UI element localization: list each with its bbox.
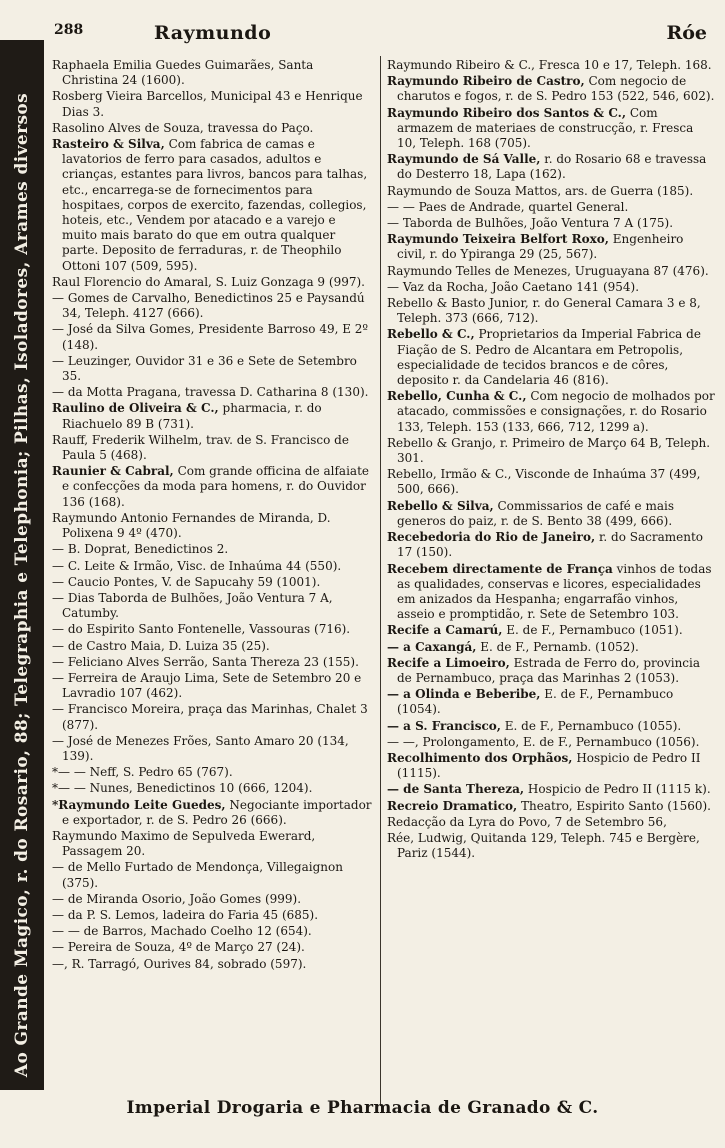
entry-text: — de Castro Maia, D. Luiza 35 (25). — [52, 638, 270, 653]
directory-entry — [387, 106, 715, 152]
entry-text: Redacção da Lyra do Povo, 7 de Setembro 56, — [387, 814, 667, 829]
entry-text: E. de F., Pernamb. (1052). — [480, 639, 639, 654]
entry-text: E. de F., Pernambuco (1051). — [506, 623, 683, 638]
directory-entry — [52, 957, 372, 972]
directory-entry — [387, 152, 715, 182]
directory-entry — [387, 562, 715, 623]
directory-entry — [387, 280, 715, 295]
directory-entry — [52, 89, 372, 119]
entry-text: Raphaela Emilia Guedes Guimarães, Santa Christina 24 (1600). — [52, 58, 314, 88]
directory-entry — [52, 542, 372, 557]
entry-text: — Taborda de Bulhões, João Ventura 7 A (175). — [387, 216, 674, 231]
directory-entry — [387, 640, 715, 655]
directory-entry — [387, 74, 715, 104]
entry-name: Raunier & Cabral, — [52, 464, 174, 479]
directory-entry — [52, 655, 372, 670]
directory-entry — [387, 499, 715, 529]
entry-text: — —, Prolongamento, E. de F., Pernambuco (1056). — [387, 734, 700, 749]
entry-name: Raymundo Ribeiro de Castro, — [387, 74, 585, 89]
entry-text: Raymundo Maximo de Sepulveda Ewerard, Passagem 20. — [52, 828, 316, 859]
directory-entry — [387, 184, 715, 199]
entry-text: vinhos de todas as qualidades, conservas e licores, especialidades em anizados da Hespanha; engarrafão vinhos, asseio e promptidão, r. Sete de Setembro 103. — [397, 561, 712, 622]
directory-entry — [52, 908, 372, 923]
directory-entry — [387, 327, 715, 388]
directory-entry — [52, 575, 372, 590]
entry-name: Recife a Limoeiro, — [387, 655, 510, 670]
entry-text: — de Mello Furtado de Mendonça, Villegaignon (375). — [52, 860, 343, 890]
entry-text: r. do Rosario 68 e travessa do Desterro 18, Lapa (162). — [397, 152, 707, 182]
entry-text: — da Motta Pragana, travessa D. Catharina 8 (130). — [52, 385, 369, 400]
entry-name: — a S. Francisco, — [387, 718, 501, 733]
directory-entry — [387, 815, 715, 830]
entry-name: Raymundo Teixeira Belfort Roxo, — [387, 232, 609, 247]
entry-name: Recreio Dramatico, — [387, 798, 518, 813]
entry-text: —, R. Tarragó, Ourives 84, sobrado (597). — [52, 956, 307, 971]
directory-entry — [52, 559, 372, 574]
page-header — [46, 22, 715, 46]
entry-text: Raymundo Antonio Fernandes de Miranda, D. Polixena 9 4º (470). — [52, 510, 331, 541]
entry-text: pharmacia, r. do Riachuelo 89 B (731). — [62, 401, 322, 431]
directory-entry — [387, 389, 715, 435]
directory-entry — [387, 436, 715, 466]
directory-entry — [52, 275, 372, 290]
directory-entry — [52, 671, 372, 701]
entry-text: — Caucio Pontes, V. de Sapucahy 59 (1001). — [52, 574, 321, 589]
entry-text: — José de Menezes Frões, Santo Amaro 20 (134, 139). — [52, 733, 349, 763]
entry-text: — Francisco Moreira, praça das Marinhas, Chalet 3 (877). — [52, 702, 368, 732]
entry-text: Com negocio de molhados por atacado, commissões e consignações, r. do Rosario 133, Teleph. 153 (133, 666, 712, 1299 a). — [397, 389, 715, 434]
entry-text: — Pereira de Souza, 4º de Março 27 (24). — [52, 940, 305, 955]
directory-entry — [52, 940, 372, 955]
entry-text: *— — Neff, S. Pedro 65 (767). — [52, 765, 233, 780]
directory-entry — [387, 831, 715, 861]
entry-text: E. de F., Pernambuco (1054). — [397, 687, 674, 717]
side-advertisement-band — [0, 40, 44, 1090]
directory-entry — [387, 656, 715, 686]
entry-text: Com negocio de charutos e fogos, r. de S. Pedro 153 (522, 546, 602). — [397, 74, 715, 104]
directory-entry — [387, 735, 715, 750]
entry-text: Com grande officina de alfaiate e confecções da moda para homens, r. do Ouvidor 136 (168). — [62, 464, 370, 509]
entry-text: — Feliciano Alves Serrão, Santa Thereza 23 (155). — [52, 654, 359, 669]
entry-name: Raulino de Oliveira & C., — [52, 401, 219, 416]
entry-text: Rauff, Frederik Wilhelm, trav. de S. Francisco de Paula 5 (468). — [52, 432, 349, 463]
entry-text: Theatro, Espirito Santo (1560). — [521, 798, 711, 813]
directory-entry — [387, 782, 715, 797]
entry-text: Rée, Ludwig, Quitanda 129, Teleph. 745 e Bergère, Pariz (1544). — [387, 830, 700, 861]
directory-entry — [52, 798, 372, 828]
entry-text: Rasolino Alves de Souza, travessa do Paço. — [52, 120, 314, 135]
entry-name: Raymundo Ribeiro dos Santos & C., — [387, 105, 627, 120]
entry-text: — — de Barros, Machado Coelho 12 (654). — [52, 924, 312, 939]
entry-text: — B. Doprat, Benedictinos 2. — [52, 542, 229, 557]
entry-text: r. do Sacramento 17 (150). — [397, 530, 704, 560]
index-key: Róe — [666, 22, 707, 44]
entry-text: — Gomes de Carvalho, Benedictinos 25 e Paysandú 34, Teleph. 4127 (666). — [52, 291, 365, 321]
directory-entry — [387, 467, 715, 497]
entry-name: Recolhimento dos Orphãos, — [387, 750, 573, 765]
directory-entry — [52, 781, 372, 796]
entry-name: Raymundo de Sá Valle, — [387, 152, 541, 167]
entry-text: E. de F., Pernambuco (1055). — [504, 718, 682, 733]
directory-entry — [52, 511, 372, 541]
directory-entry — [52, 860, 372, 890]
directory-entry — [52, 829, 372, 859]
entry-text: Raul Florencio do Amaral, S. Luiz Gonzaga 9 (997). — [52, 274, 365, 289]
directory-entry — [387, 200, 715, 215]
entry-text: Hospicio de Pedro II (1115 k). — [527, 782, 711, 797]
entry-text: Com armazem de materiaes de construcção, r. Fresca 10, Teleph. 168 (705). — [397, 105, 694, 151]
entry-text: — da P. S. Lemos, ladeira do Faria 45 (685). — [52, 907, 319, 922]
directory-entry — [387, 216, 715, 231]
directory-entry — [52, 734, 372, 764]
entry-text: Proprietarios da Imperial Fabrica de Fiação de S. Pedro de Alcantara em Petropolis, especialidade de tecidos brancos e de côres, deposito r. da Candelaria 46 (816). — [397, 327, 701, 388]
entry-text: — Leuzinger, Ouvidor 31 e 36 e Sete de Setembro 35. — [52, 353, 357, 384]
directory-entry — [387, 623, 715, 638]
directory-entry — [52, 401, 372, 431]
directory-entry — [387, 751, 715, 781]
directory-entry — [387, 264, 715, 279]
directory-entry — [52, 291, 372, 321]
entry-text: — Vaz da Rocha, João Caetano 141 (954). — [387, 279, 640, 294]
directory-entry — [52, 622, 372, 637]
directory-entry — [52, 765, 372, 780]
page-number: 288 — [54, 22, 84, 38]
directory-entry — [52, 639, 372, 654]
entry-text: — Dias Taborda de Bulhões, João Ventura 7 A, Catumby. — [52, 590, 333, 621]
entry-name: *Raymundo Leite Guedes, — [52, 797, 226, 812]
directory-entry — [387, 799, 715, 814]
directory-entry — [387, 530, 715, 560]
entry-name: Recebem directamente de França — [387, 561, 613, 576]
entry-text: — do Espirito Santo Fontenelle, Vassouras (716). — [52, 622, 351, 637]
entry-text: Raymundo Ribeiro & C., Fresca 10 e 17, Teleph. 168. — [387, 58, 712, 72]
entry-text: Raymundo de Souza Mattos, ars. de Guerra (185). — [387, 183, 694, 198]
directory-entry — [52, 385, 372, 400]
entry-text: Rosberg Vieira Barcellos, Municipal 43 e Henrique Dias 3. — [52, 89, 363, 119]
entry-text: Estrada de Ferro do, provincia de Pernambuco, praça das Marinhas 2 (1053). — [397, 655, 701, 685]
directory-entry — [52, 924, 372, 939]
entry-text: Negociante importador e exportador, r. de S. Pedro 26 (666). — [62, 797, 372, 827]
entry-name: Rebello & Silva, — [387, 498, 494, 513]
directory-entry — [52, 137, 372, 274]
entry-text: — C. Leite & Irmão, Visc. de Inhaúma 44 (550). — [52, 558, 342, 573]
directory-entry — [52, 464, 372, 510]
directory-entry — [52, 702, 372, 732]
entry-name: Recife a Camarú, — [387, 623, 503, 638]
directory-entry — [387, 58, 715, 73]
entry-text: Engenheiro civil, r. do Ypiranga 29 (25, 567). — [397, 232, 684, 262]
entry-text: — José da Silva Gomes, Presidente Barroso 49, E 2º (148). — [52, 322, 369, 352]
directory-entry — [387, 296, 715, 326]
entry-text: Rebello, Irmão & C., Visconde de Inhaúma 37 (499, 500, 666). — [387, 467, 701, 497]
directory-entry — [52, 322, 372, 352]
entry-name: Rasteiro & Silva, — [52, 137, 165, 152]
directory-entry — [52, 354, 372, 384]
entry-name: Rebello, Cunha & C., — [387, 389, 527, 404]
entry-text: Rebello & Basto Junior, r. do General Camara 3 e 8, Teleph. 373 (666, 712). — [387, 296, 701, 326]
entry-name: Rebello & C., — [387, 327, 475, 342]
page-title: Raymundo — [154, 22, 272, 44]
left-column — [52, 58, 372, 973]
directory-entry — [387, 687, 715, 717]
entry-text: — de Miranda Osorio, João Gomes (999). — [52, 891, 302, 906]
directory-entry — [52, 591, 372, 621]
directory-entry — [52, 433, 372, 463]
entry-text: — — Paes de Andrade, quartel General. — [387, 199, 629, 214]
directory-entry — [387, 719, 715, 734]
entry-name: — de Santa Thereza, — [387, 782, 525, 797]
entry-text: — Ferreira de Araujo Lima, Sete de Setembro 20 e Lavradio 107 (462). — [52, 670, 362, 701]
entry-text: Hospicio de Pedro II (1115). — [397, 750, 701, 781]
directory-entry — [52, 58, 372, 88]
entry-text: Com fabrica de camas e lavatorios de ferro para casados, adultos e crianças, estantes para livros, bancos para talhas, etc., encarrega-se de fornecimentos para hospitaes, corpos de exercito, fazendas, collegios, hoteis, etc., Vendem por atacado e a varejo e muito mais barato do que em outra qualquer parte. Deposito de ferraduras, r. de Theophilo Ottoni 107 (509, 595). — [62, 137, 368, 273]
entry-text: Raymundo Telles de Menezes, Uruguayana 87 (476). — [387, 263, 709, 278]
column-divider — [380, 56, 381, 1106]
side-advertisement-text: Ao Grande Magico, r. do Rosario, 88; Telegraphia e Telephonia; Pilhas, Isoladores, Arames diversos — [12, 92, 32, 1078]
entry-name: Recebedoria do Rio de Janeiro, — [387, 530, 596, 545]
entry-text: Commissarios de café e mais generos do paiz, r. de S. Bento 38 (499, 666). — [397, 498, 675, 528]
entry-name: — a Caxangá, — [387, 639, 477, 654]
entry-text: *— — Nunes, Benedictinos 10 (666, 1204). — [52, 781, 313, 796]
page-footer: Imperial Drogaria e Pharmacia de Granado & C. — [126, 1098, 599, 1118]
right-column — [387, 58, 715, 862]
entry-text: Rebello & Granjo, r. Primeiro de Março 64 B, Teleph. 301. — [387, 435, 711, 466]
entry-name: — a Olinda e Beberibe, — [387, 687, 541, 702]
directory-entry — [52, 892, 372, 907]
directory-entry — [52, 121, 372, 136]
directory-entry — [387, 232, 715, 262]
